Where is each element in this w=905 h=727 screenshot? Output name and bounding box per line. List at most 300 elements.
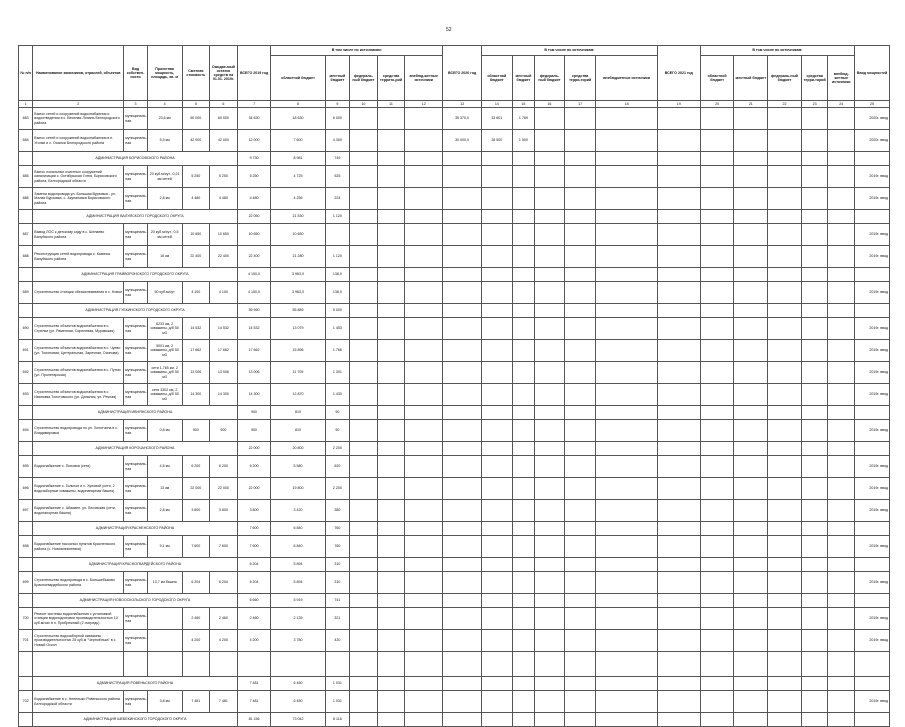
org-subtotal-row (19, 406, 890, 420)
table-cell (405, 572, 443, 594)
table-cell: 1 301 (325, 362, 350, 384)
table-cell: 6 000 (325, 108, 350, 130)
table-cell: 4 200 (210, 630, 238, 652)
table-cell (828, 536, 855, 558)
column-number: 9 (325, 101, 350, 108)
object-name: Строительство объектов водоснабжения в с. Чуево (ул. Тихоновая, Центральная, Заречная, Осипова) (33, 340, 124, 362)
table-cell (535, 362, 565, 384)
table-cell: 10 650 (237, 224, 271, 246)
table-cell: 90 (325, 420, 350, 442)
table-cell: сети 1,765 км, 2 скважины, д/б 50 м3 (147, 362, 182, 384)
table-cell: 760 (325, 536, 350, 558)
table-cell (19, 652, 33, 677)
table-cell (564, 166, 596, 188)
column-number: 22 (768, 101, 802, 108)
commissioning: 2019г. ввод (855, 340, 890, 362)
table-cell (657, 406, 700, 420)
table-cell (828, 558, 855, 572)
table-cell (481, 500, 512, 522)
table-cell: 900 (182, 420, 210, 442)
table-cell (657, 304, 700, 318)
table-cell (512, 536, 534, 558)
table-cell (350, 152, 378, 166)
table-cell (700, 224, 734, 246)
subtotal-cell: 6 660 (237, 594, 271, 608)
table-cell (443, 500, 482, 522)
column-number: 16 (535, 101, 565, 108)
subtotal-cell: 55 889 (271, 304, 325, 318)
table-cell (734, 130, 768, 152)
table-cell (350, 224, 378, 246)
table-cell (801, 384, 828, 406)
table-cell (657, 224, 700, 246)
table-cell (768, 152, 802, 166)
table-cell (700, 318, 734, 340)
table-cell (512, 478, 534, 500)
table-cell (405, 456, 443, 478)
table-cell (512, 594, 534, 608)
table-cell (377, 456, 405, 478)
table-cell (657, 713, 700, 727)
table-cell (377, 188, 405, 210)
ownership-type: муниципаль-ная (124, 166, 148, 188)
table-cell (801, 282, 828, 304)
table-cell: 3 800 (182, 500, 210, 522)
table-cell (405, 210, 443, 224)
table-cell (481, 558, 512, 572)
table-cell (377, 608, 405, 630)
table-cell (768, 406, 802, 420)
col-header: областной бюджет (700, 56, 734, 101)
subtotal-cell: 21 530 (271, 210, 325, 224)
table-cell (405, 318, 443, 340)
table-cell (535, 500, 565, 522)
table-cell (855, 594, 890, 608)
commissioning: 2019г. ввод (855, 188, 890, 210)
column-number: 12 (405, 101, 443, 108)
table-cell (481, 224, 512, 246)
table-cell (596, 188, 657, 210)
investment-table (18, 45, 890, 727)
table-cell (535, 677, 565, 691)
table-cell: 6 450 (271, 691, 325, 713)
table-cell (443, 558, 482, 572)
object-name: Замена водопровода ул. Большая Вурзовка - ул. Малая Бурзовка, с. Акулиновка Борисовского района (33, 188, 124, 210)
table-cell (535, 630, 565, 652)
table-cell (481, 677, 512, 691)
column-number: 1 (19, 101, 33, 108)
table-cell (596, 406, 657, 420)
table-cell (405, 304, 443, 318)
table-cell (512, 630, 534, 652)
table-cell (405, 522, 443, 536)
org-subtotal-row (19, 268, 890, 282)
row-number: 686 (19, 188, 33, 210)
table-cell (443, 384, 482, 406)
blank-row (19, 652, 890, 677)
table-cell (801, 713, 828, 727)
table-cell (768, 340, 802, 362)
org-subtotal-row (19, 713, 890, 727)
object-name: Реконструкция сетей водопровода с. Казинка Валуйского района (33, 246, 124, 268)
table-cell (377, 362, 405, 384)
table-cell (801, 362, 828, 384)
object-name: Строительство объектов водоснабжения в с. Пупчи (ул. Пролетарская) (33, 362, 124, 384)
table-cell (768, 166, 802, 188)
column-number: 13 (443, 101, 482, 108)
table-cell (855, 558, 890, 572)
subtotal-cell: 6 840 (271, 522, 325, 536)
table-cell (801, 608, 828, 630)
table-cell (700, 420, 734, 442)
table-cell (535, 340, 565, 362)
table-cell (350, 188, 378, 210)
table-cell (512, 188, 534, 210)
row-number: 683 (19, 108, 33, 130)
table-cell: 7 600 (271, 130, 325, 152)
table-cell: 1 769 (512, 108, 534, 130)
ownership-type: муниципаль-ная (124, 536, 148, 558)
table-cell (405, 152, 443, 166)
table-cell (350, 594, 378, 608)
organization-name: АДМИНИСТРАЦИЯ ШЕБЕКИНСКОГО ГОРОДСКОГО ОКРУГА (33, 713, 237, 727)
table-row (19, 478, 890, 500)
table-cell (535, 572, 565, 594)
table-cell: 2 200 (325, 478, 350, 500)
table-cell (443, 210, 482, 224)
table-cell (855, 406, 890, 420)
table-row (19, 224, 890, 246)
table-cell (377, 384, 405, 406)
table-cell (350, 166, 378, 188)
col-header: местный бюджет (512, 56, 534, 101)
ownership-type: муниципаль-ная (124, 420, 148, 442)
table-cell (443, 713, 482, 727)
table-cell (564, 536, 596, 558)
table-cell: 2,8 км (147, 500, 182, 522)
table-cell (657, 558, 700, 572)
table-cell (377, 246, 405, 268)
column-number: 6 (210, 101, 238, 108)
column-number: 4 (147, 101, 182, 108)
table-cell (828, 210, 855, 224)
column-number-row (19, 101, 890, 108)
organization-name: АДМИНИСТРАЦИЯ НОВООСКОЛЬСКОГО ГОРОДСКОГО ОКРУГА (33, 594, 237, 608)
table-cell: 1 766 (325, 340, 350, 362)
table-cell (768, 713, 802, 727)
table-cell: 22 400 (182, 246, 210, 268)
row-number: 696 (19, 478, 33, 500)
table-cell: 35 370,0 (443, 108, 482, 130)
object-name: Вывод ЛОС к детскому саду в с. Шелаево Валуйского района (33, 224, 124, 246)
table-cell: 2 460 (237, 608, 271, 630)
organization-name: АДМИНИСТРАЦИЯ ВАЛУЙСКОГО ГОРОДСКОГО ОКРУГА (33, 210, 237, 224)
table-cell: 6 204 (182, 572, 210, 594)
table-cell (596, 677, 657, 691)
table-cell (801, 522, 828, 536)
table-cell: 50 куб.м/сут (147, 282, 182, 304)
table-row (19, 691, 890, 713)
table-cell (512, 691, 534, 713)
table-row (19, 318, 890, 340)
table-cell: 4 200 (182, 630, 210, 652)
table-cell (377, 406, 405, 420)
table-cell (443, 522, 482, 536)
table-cell (855, 442, 890, 456)
table-cell (828, 362, 855, 384)
table-cell (377, 630, 405, 652)
subtotal-cell: 22 000 (237, 442, 271, 456)
table-cell (734, 594, 768, 608)
ownership-type: муниципаль-ная (124, 608, 148, 630)
table-cell (481, 152, 512, 166)
table-cell (734, 536, 768, 558)
table-cell (147, 608, 182, 630)
table-cell (700, 691, 734, 713)
table-cell (512, 152, 534, 166)
object-name: Вынос локальных очистных сооружений канализации с. Октябрьская Готня, Борисовского района, Белгородской области (33, 166, 124, 188)
organization-name: АДМИНИСТРАЦИЯ ГУБКИНСКОГО ГОРОДСКОГО ОКРУГА (33, 304, 237, 318)
row-number: 700 (19, 608, 33, 630)
table-cell (700, 652, 734, 677)
table-cell (443, 246, 482, 268)
table-cell (768, 652, 802, 677)
table-cell: 3,8 км (147, 691, 182, 713)
table-cell: 13 006 (182, 362, 210, 384)
table-cell (350, 318, 378, 340)
table-cell (657, 442, 700, 456)
commissioning: 2019г. ввод (855, 572, 890, 594)
table-cell (481, 384, 512, 406)
table-row (19, 246, 890, 268)
object-name: Водоснабжение в с. Ненелыко Ровеньского района Белгородской области (33, 691, 124, 713)
table-cell (19, 406, 33, 420)
table-cell (443, 536, 482, 558)
org-subtotal-row (19, 594, 890, 608)
col-header: средства террито-рий (377, 56, 405, 101)
table-cell (700, 246, 734, 268)
table-cell (405, 630, 443, 652)
table-cell: 900 (237, 420, 271, 442)
table-cell (828, 282, 855, 304)
table-cell (535, 166, 565, 188)
table-cell: 2,8 км (147, 188, 182, 210)
table-cell: 6 840 (271, 536, 325, 558)
object-name: Строительство водопровода в с. Большебыково Красногвардейского района (33, 572, 124, 594)
subtotal-cell: 810 (271, 406, 325, 420)
table-row (19, 608, 890, 630)
table-cell: 14 532 (237, 318, 271, 340)
table-cell (377, 500, 405, 522)
organization-name: АДМИНИСТРАЦИЯ БОРИСОВСКОГО РАЙОНА (33, 152, 237, 166)
table-cell (596, 340, 657, 362)
table-row (19, 456, 890, 478)
table-cell (801, 130, 828, 152)
table-cell (768, 594, 802, 608)
group-header-2021: В том числе по источникам: (700, 46, 854, 56)
table-cell (124, 652, 148, 677)
table-cell (734, 420, 768, 442)
table-cell (19, 442, 33, 456)
table-row (19, 130, 890, 152)
table-cell (564, 691, 596, 713)
table-cell: 10 650 (182, 224, 210, 246)
subtotal-cell: 310 (325, 558, 350, 572)
table-cell (768, 522, 802, 536)
table-cell: 17 662 (210, 340, 238, 362)
ownership-type: муниципаль-ная (124, 384, 148, 406)
table-cell: 2 139 (271, 608, 325, 630)
commissioning: 2019г. ввод (855, 478, 890, 500)
table-cell (405, 224, 443, 246)
organization-name: АДМИНИСТРАЦИЯ ГРАЙВОРОНСКОГО ГОРОДСКОГО ОКРУГА (33, 268, 237, 282)
table-cell (19, 522, 33, 536)
table-cell (377, 304, 405, 318)
table-cell (855, 522, 890, 536)
table-cell: 420 (325, 630, 350, 652)
table-row (19, 536, 890, 558)
subtotal-cell: 59 990 (237, 304, 271, 318)
table-cell: 2 460 (182, 608, 210, 630)
table-row (19, 500, 890, 522)
table-cell: 4 100 (182, 282, 210, 304)
table-cell: 13 006 (237, 362, 271, 384)
table-cell (734, 340, 768, 362)
subtotal-cell: 8 981 (271, 152, 325, 166)
table-cell (596, 630, 657, 652)
table-cell (768, 536, 802, 558)
table-cell: 5 250 (237, 166, 271, 188)
table-cell (768, 677, 802, 691)
table-cell: 13 006 (210, 362, 238, 384)
table-cell (405, 558, 443, 572)
table-cell (535, 152, 565, 166)
table-cell (535, 246, 565, 268)
table-cell (828, 572, 855, 594)
ownership-type: муниципаль-ная (124, 318, 148, 340)
subtotal-cell: 2 200 (325, 442, 350, 456)
table-cell (377, 152, 405, 166)
table-cell (596, 420, 657, 442)
table-cell (700, 456, 734, 478)
table-cell (564, 420, 596, 442)
table-cell: 3 780 (271, 630, 325, 652)
col-header: ВСЕГО 2019 год (237, 46, 271, 101)
row-number: 698 (19, 536, 33, 558)
table-cell: 14 300 (237, 384, 271, 406)
table-cell (734, 108, 768, 130)
object-name: Водоснабжение с. Абакмен. ул. Лесовская (сети, водонапорная башня) (33, 500, 124, 522)
table-row (19, 282, 890, 304)
subtotal-cell: 7 481 (237, 677, 271, 691)
table-cell (768, 224, 802, 246)
table-cell: 10 650 (210, 224, 238, 246)
table-cell: 4 256 (271, 188, 325, 210)
table-cell (768, 608, 802, 630)
table-cell: 1 031 (325, 691, 350, 713)
table-cell (657, 691, 700, 713)
table-cell (481, 406, 512, 420)
page-number: 52 (446, 27, 452, 33)
table-cell (657, 478, 700, 500)
table-cell (405, 246, 443, 268)
table-cell: 42 000 (210, 130, 238, 152)
table-cell (405, 500, 443, 522)
table-cell: 16 км (147, 246, 182, 268)
table-body (19, 108, 890, 727)
table-cell (828, 594, 855, 608)
table-cell (768, 304, 802, 318)
table-cell: 5 250 (182, 166, 210, 188)
table-cell (405, 594, 443, 608)
object-name: Строительство станции обезжелезивания в с. Новое (33, 282, 124, 304)
ownership-type: муниципаль-ная (124, 500, 148, 522)
table-cell (147, 652, 182, 677)
table-cell (405, 713, 443, 727)
table-cell: 5,5 км (147, 130, 182, 152)
table-cell (325, 224, 350, 246)
subtotal-cell: 900 (237, 406, 271, 420)
table-cell (512, 713, 534, 727)
col-header: Ожидае-мый остаток средств на 01.01. 2019г. (210, 46, 238, 101)
commissioning: 2019г. ввод (855, 166, 890, 188)
table-cell (657, 130, 700, 152)
subtotal-cell: 5 894 (271, 558, 325, 572)
table-cell (535, 384, 565, 406)
table-cell (350, 630, 378, 652)
table-cell (801, 691, 828, 713)
table-cell (512, 246, 534, 268)
table-cell: 310 (325, 572, 350, 594)
table-cell (828, 340, 855, 362)
column-number: 14 (481, 101, 512, 108)
table-cell (801, 246, 828, 268)
table-cell (19, 677, 33, 691)
row-number: 694 (19, 420, 33, 442)
table-cell (801, 478, 828, 500)
col-header: внебюджетные источники (596, 56, 657, 101)
table-cell: 3 963,0 (271, 282, 325, 304)
table-cell (443, 691, 482, 713)
table-cell (801, 652, 828, 677)
table-cell (768, 500, 802, 522)
table-cell: 22 400 (237, 246, 271, 268)
table-cell (564, 304, 596, 318)
table-cell: 22 000 (182, 478, 210, 500)
table-cell (801, 340, 828, 362)
table-cell (596, 572, 657, 594)
table-cell (596, 652, 657, 677)
table-cell (535, 608, 565, 630)
table-cell (405, 442, 443, 456)
table-cell (657, 536, 700, 558)
org-subtotal-row (19, 522, 890, 536)
table-cell: 4 480 (182, 188, 210, 210)
table-cell (828, 677, 855, 691)
table-cell (828, 108, 855, 130)
table-cell (325, 652, 350, 677)
table-cell: 1 430 (325, 384, 350, 406)
object-name: Строительство объектов водоснабжения в с. Ивановка Толстовского (ул. Дальняя, ул. Речная) (33, 384, 124, 406)
table-cell (377, 442, 405, 456)
table-cell (350, 384, 378, 406)
table-cell: 136,0 (325, 282, 350, 304)
table-cell (801, 304, 828, 318)
col-header: № п/п (19, 46, 33, 101)
table-cell: 6 204 (237, 572, 271, 594)
table-cell (734, 677, 768, 691)
subtotal-cell: 6 450 (271, 677, 325, 691)
